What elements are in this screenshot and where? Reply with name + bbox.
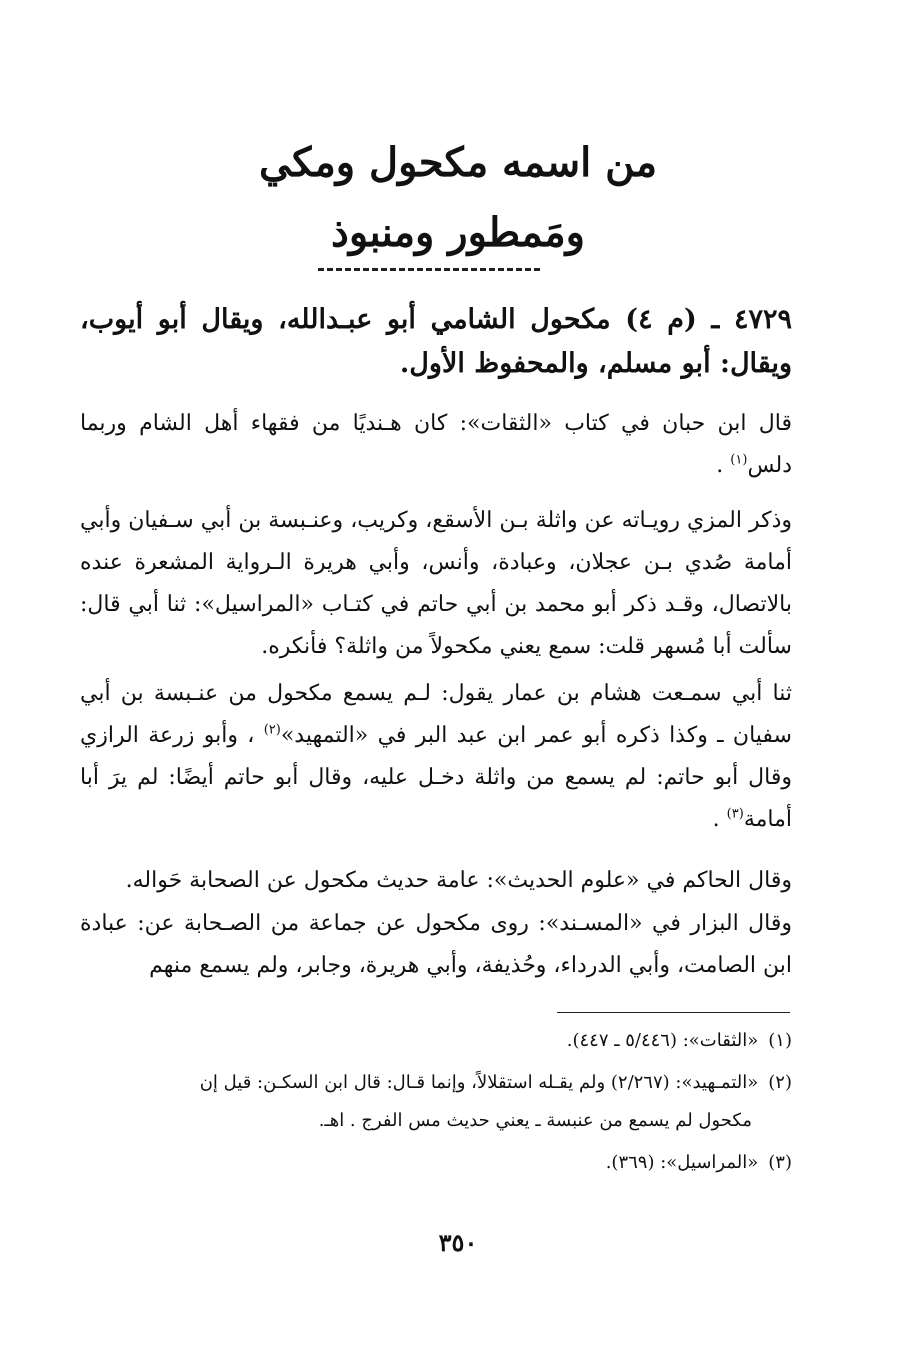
footnote-ref-1[interactable]: (١) — [730, 452, 748, 468]
footnote-2 — [88, 1064, 792, 1140]
footnote-ref-3[interactable]: (٣) — [726, 806, 744, 822]
footnote-ref-2[interactable]: (٢) — [263, 722, 281, 738]
paragraph-end: . — [716, 453, 731, 478]
paragraph-text: ثنا أبي سمـعت هشام بن عمار يقول: لـم يسمع مكحول من عنـبسة بن أبي سفيان ـ وكذا ذكره أبو عمر ابن عبد البر في «التمهيد» — [80, 681, 792, 748]
footnote-1 — [88, 1022, 792, 1060]
page-number: ٣٥٠ — [438, 1228, 478, 1257]
paragraph-hisham — [80, 673, 792, 841]
footnote-number: (٢) — [768, 1072, 792, 1093]
footnote-number: (١) — [768, 1030, 792, 1051]
footnote-continuation: مكحول لم يسمع من عنبسة ـ يعني حديث مس الفرج . اهـ. — [318, 1110, 752, 1131]
paragraph-text: قال ابن حبان في كتاب «الثقات»: كان هـنديًا من فقهاء أهل الشام وربما دلس — [80, 411, 792, 478]
title-divider — [318, 268, 540, 271]
footnote-number: (٣) — [768, 1152, 792, 1173]
footnotes — [88, 1022, 792, 1186]
chapter-title-line-1: من اسمه مكحول ومكي — [258, 139, 658, 186]
paragraph-mizzi: وذكر المزي رويـاته عن واثلة بـن الأسقع، وكريب، وعنـبسة بن أبي سـفيان وأبي أمامة صُدي بـن عجلان، وعبادة، وأنس، وأبي هريرة الـرواية المشعرة عنده بالاتصال، وقـد ذكر أبو محمد بن أبي حاتم في كتـاب «المراسيل»: ثنا أبي قال: سألت أبا مُسهر قلت: سمع يعني مكحولاً من واثلة؟ فأنكره. — [80, 508, 792, 659]
footnote-text: «التمـهيد»: (٢/٢٦٧) ولم يقـله استقلالاً، وإنما قـال: قال ابن السكـن: قيل إن — [199, 1072, 759, 1093]
chapter-title — [0, 128, 916, 268]
footnote-text: «المراسيل»: (٣٦٩). — [605, 1152, 759, 1173]
entry-heading: ٤٧٢٩ ـ (م ٤) مكحول الشامي أبو عبـدالله، ويقال أبو أيوب، ويقال: أبو مسلم، والمحفوظ الأول. — [80, 304, 792, 379]
paragraph-hakim: وقال الحاكم في «علوم الحديث»: عامة حديث مكحول عن الصحابة حَواله. — [125, 868, 792, 893]
paragraph-bazzar: وقال البزار في «المسـند»: روى مكحول عن جماعة من الصـحابة عن: عبادة ابن الصامت، وأبي الدرداء، وحُذيفة، وأبي هريرة، وجابر، ولم يسمع منهم — [80, 911, 792, 978]
chapter-title-line-2: ومَمطور ومنبوذ — [331, 209, 585, 256]
footnote-divider — [557, 1012, 790, 1013]
paragraph-text: ، وأبو زرعة الرازي وقال أبو حاتم: لم يسمع من واثلة دخـل عليه، وقال أبو حاتم أيضًا: لم يرَ أبا أمامة — [80, 723, 792, 832]
footnote-3 — [88, 1144, 792, 1182]
paragraph-end: . — [712, 807, 727, 832]
footnote-text: «الثقات»: (٥/٤٤٦ ـ ٤٤٧). — [566, 1030, 759, 1051]
paragraph-ibn-hibban — [80, 403, 792, 487]
